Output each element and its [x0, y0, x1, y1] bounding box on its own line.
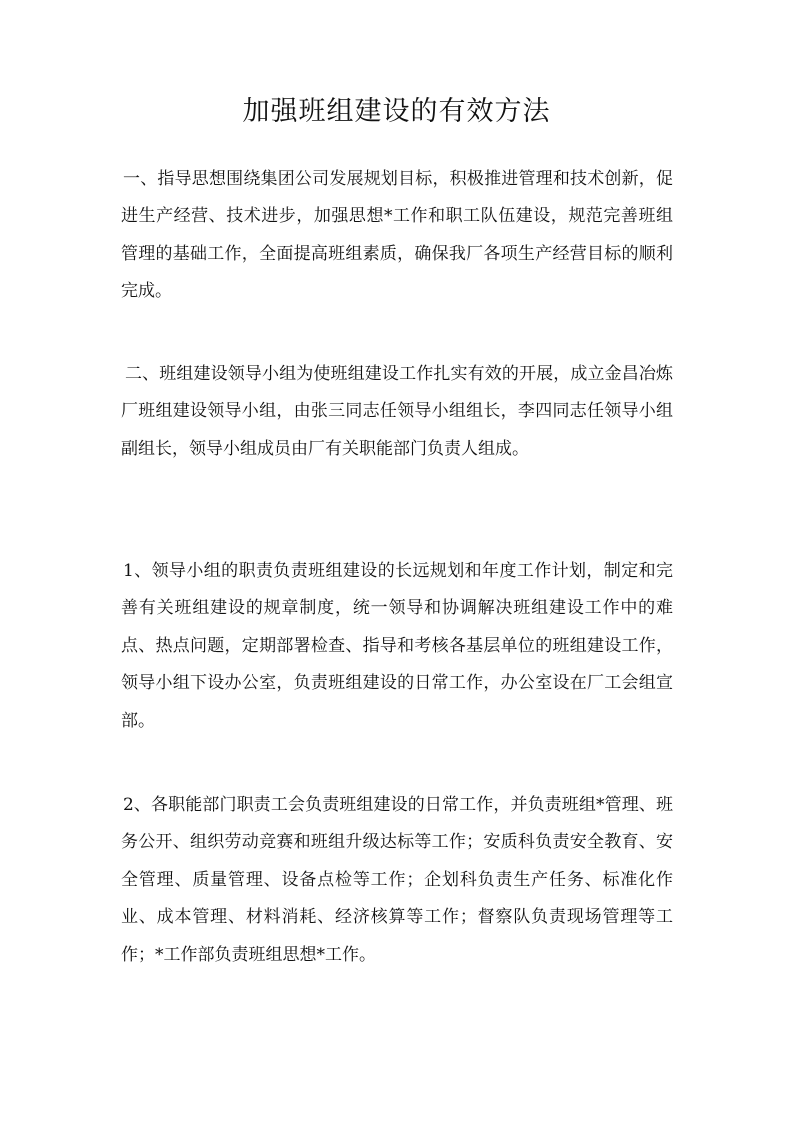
paragraph-department-duties: 2、各职能部门职责工会负责班组建设的日常工作，并负责班组*管理、班务公开、组织劳动竞赛和班组升级达标等工作；安质科负责安全教育、安全管理、质量管理、设备点检等工作；企划科负责生产任务、标准化作业、成本管理、材料消耗、经济核算等工作；督察队负责现场管理等工作；*工作部负责班组思想*工作。 [121, 795, 673, 965]
paragraph-guiding-ideology: 一、指导思想围绕集团公司发展规划目标，积极推进管理和技术创新，促进生产经营、技术进步，加强思想*工作和职工队伍建设，规范完善班组管理的基础工作，全面提高班组素质，确保我厂各项生产经营目标的顺利完成。 [121, 169, 673, 302]
document-title: 加强班组建设的有效方法 [242, 96, 551, 127]
paragraph-leading-group: 二、班组建设领导小组为使班组建设工作扎实有效的开展，成立金昌冶炼厂班组建设领导小组，由张三同志任领导小组组长，李四同志任领导小组副组长，领导小组成员由厂有关职能部门负责人组成。 [121, 364, 673, 459]
paragraph-group-duties: 1、领导小组的职责负责班组建设的长远规划和年度工作计划，制定和完善有关班组建设的规章制度，统一领导和协调解决班组建设工作中的难点、热点问题，定期部署检查、指导和考核各基层单位的班组建设工作，领导小组下设办公室，负责班组建设的日常工作，办公室设在厂工会组宣部。 [121, 561, 673, 731]
